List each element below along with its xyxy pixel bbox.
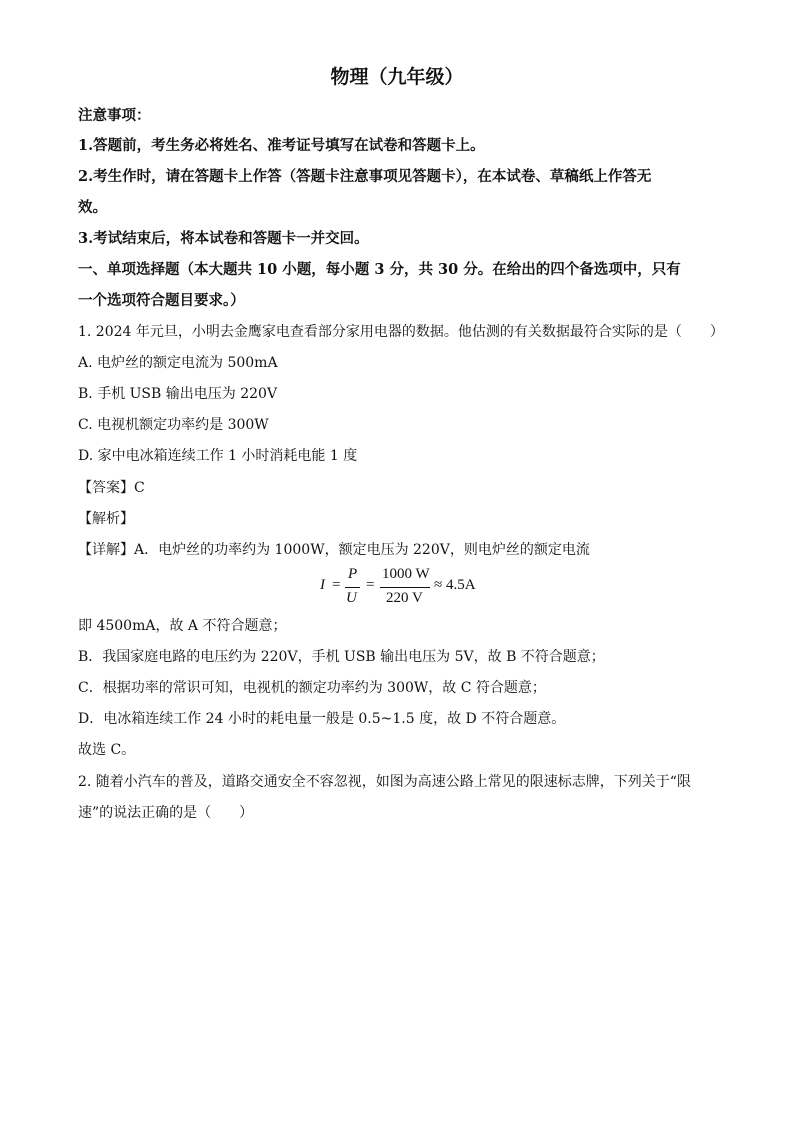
- fraction-bar-2: [380, 587, 430, 588]
- fraction-bar-1: [345, 587, 360, 588]
- question-2-stem-cont: 速”的说法正确的是（ ）: [78, 805, 254, 821]
- detail-a-conclusion: 即 4500mA，故 A 不符合题意；: [78, 618, 287, 634]
- question-1-option-b: B. 手机 USB 输出电压为 220V: [78, 386, 278, 402]
- detail-d: D．电冰箱连续工作 24 小时的耗电量一般是 0.5~1.5 度，故 D 不符合题意。: [78, 711, 566, 727]
- section-heading-cont: 一个选项符合题目要求。）: [78, 292, 245, 309]
- question-1-option-c: C. 电视机额定功率约是 300W: [78, 417, 269, 433]
- section-heading: 一、单项选择题（本大题共 10 小题，每小题 3 分，共 30 分。在给出的四个备选项中，只有: [78, 261, 681, 278]
- detail-a: 【详解】A．电炉丝的功率约为 1000W，额定电压为 220V，则电炉丝的额定电流: [78, 542, 590, 558]
- formula-num-1: P: [348, 566, 358, 582]
- question-1-option-a: A. 电炉丝的额定电流为 500mA: [78, 355, 278, 371]
- formula-den-2: 220 V: [386, 590, 423, 606]
- notice-item-3: 3.考试结束后，将本试卷和答题卡一并交回。: [78, 230, 369, 247]
- question-2-stem: 2. 随着小汽车的普及，道路交通安全不容忽视，如图为高速公路上常见的限速标志牌，下列关于“限: [78, 774, 691, 790]
- formula-lhs: I: [320, 577, 325, 593]
- question-1-option-d: D. 家中电冰箱连续工作 1 小时消耗电能 1 度: [78, 448, 358, 464]
- question-1-stem: 1. 2024 年元旦，小明去金鹰家电查看部分家用电器的数据。他估测的有关数据最符合实际的是（ ）: [78, 324, 724, 340]
- conclusion: 故选 C。: [78, 742, 136, 758]
- formula-result: ≈ 4.5A: [434, 577, 476, 593]
- analysis-label: 【解析】: [78, 511, 134, 527]
- notice-item-2-cont: 效。: [78, 199, 107, 216]
- page-title: 物理（九年级）: [330, 66, 464, 88]
- notice-item-1: 1.答题前，考生务必将姓名、准考证号填写在试卷和答题卡上。: [78, 137, 485, 154]
- formula-eq-1: =: [332, 577, 341, 593]
- formula-num-2: 1000 W: [382, 566, 430, 582]
- formula-den-1: U: [346, 590, 357, 606]
- current-formula: [318, 566, 478, 610]
- detail-c: C．根据功率的常识可知，电视机的额定功率约为 300W，故 C 符合题意；: [78, 680, 546, 696]
- detail-b: B．我国家庭电路的电压约为 220V，手机 USB 输出电压为 5V，故 B 不符合题意；: [78, 649, 605, 665]
- answer-label: 【答案】C: [78, 480, 145, 496]
- notice-heading: 注意事项：: [78, 107, 151, 124]
- formula-eq-2: =: [366, 577, 375, 593]
- notice-item-2: 2.考生作时，请在答题卡上作答（答题卡注意事项见答题卡），在本试卷、草稿纸上作答无: [78, 168, 652, 185]
